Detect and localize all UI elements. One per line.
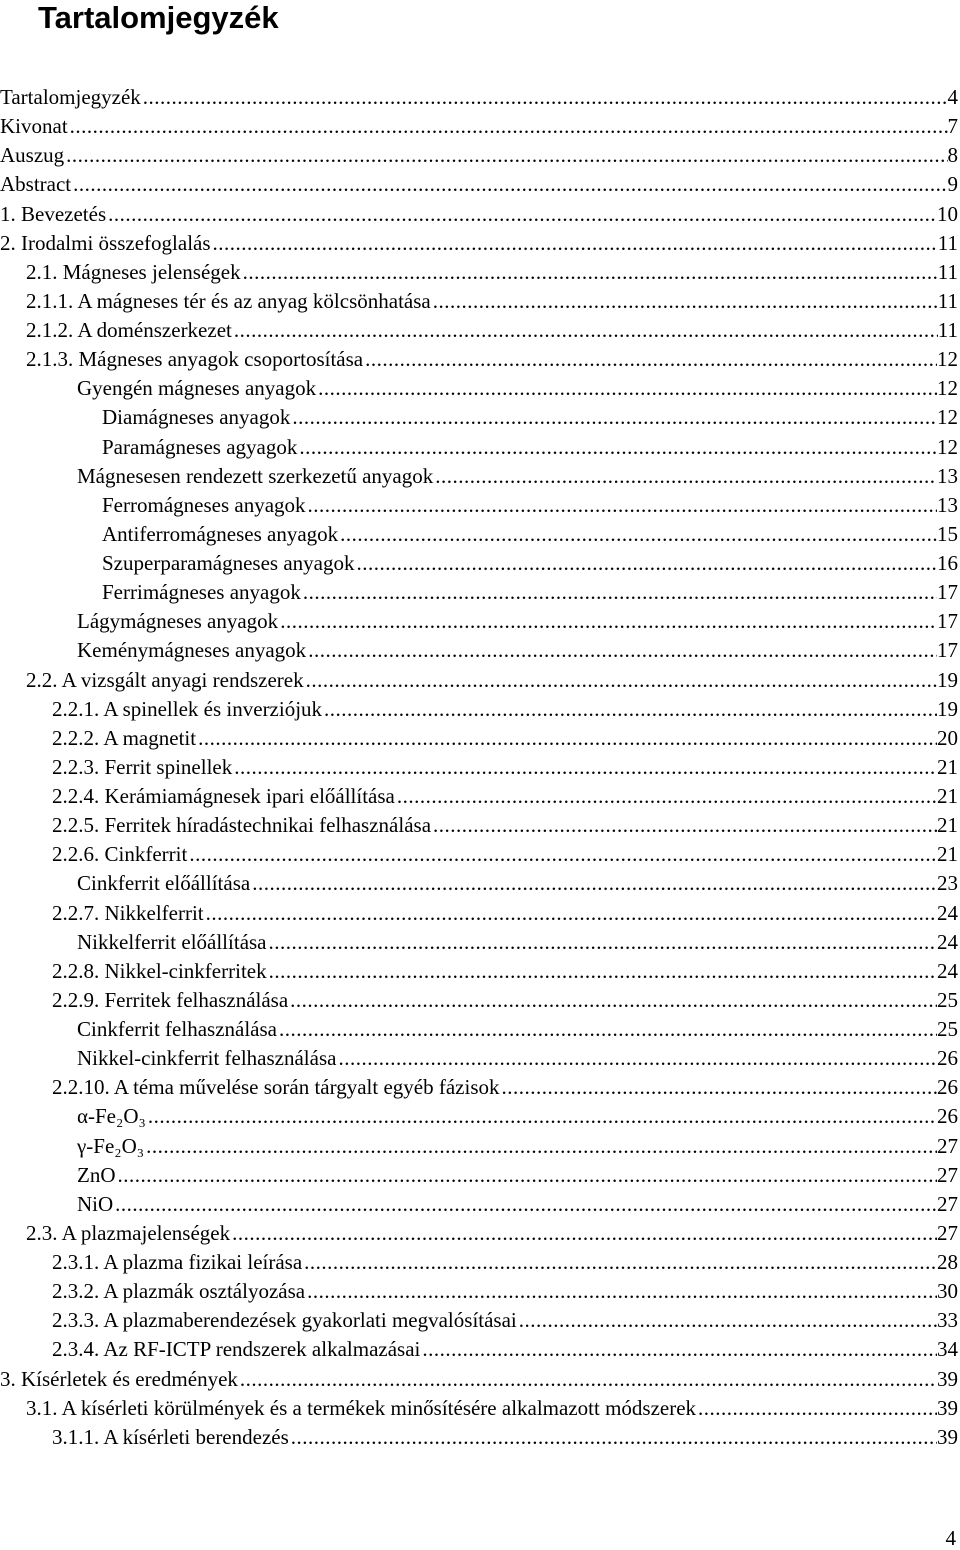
dot-leader xyxy=(306,638,937,663)
toc-entry-label: NiO xyxy=(77,1191,114,1216)
toc-entry-label: α-Fe₂O₃ xyxy=(77,1104,146,1129)
toc-entry[interactable] xyxy=(0,112,960,141)
toc-entry[interactable] xyxy=(0,1219,960,1248)
toc-entry[interactable] xyxy=(0,316,960,345)
toc-entry-label: ZnO xyxy=(77,1162,116,1187)
toc-entry-label: 2.2.5. Ferritek híradástechnikai felhasználása xyxy=(52,813,432,838)
toc-entry-page: 23 xyxy=(937,871,958,896)
toc-entry-page: 8 xyxy=(947,143,958,168)
toc-entry-page: 27 xyxy=(937,1133,958,1158)
toc-entry-page: 27 xyxy=(937,1191,958,1216)
toc-entry-page: 26 xyxy=(937,1046,958,1071)
toc-entry-page: 21 xyxy=(937,754,958,779)
dot-leader xyxy=(187,842,937,867)
toc-entry-label: Gyengén mágneses anyagok xyxy=(77,376,317,401)
dot-leader xyxy=(290,405,937,430)
toc-entry-page: 39 xyxy=(937,1395,958,1420)
dot-leader xyxy=(305,1279,937,1304)
dot-leader xyxy=(250,871,937,896)
toc-entry[interactable] xyxy=(0,1190,960,1219)
toc-entry[interactable] xyxy=(0,724,960,753)
toc-entry-label: Cinkferrit felhasználása xyxy=(77,1017,277,1042)
toc-entry-page: 24 xyxy=(937,900,958,925)
dot-leader xyxy=(230,1221,937,1246)
toc-entry-label: Diamágneses anyagok xyxy=(102,405,291,430)
toc-entry-label: 2.2.4. Kerámiamágnesek ipari előállítása xyxy=(52,784,395,809)
toc-entry-page: 12 xyxy=(937,347,958,372)
dot-leader xyxy=(433,464,937,489)
dot-leader xyxy=(322,697,937,722)
toc-entry[interactable] xyxy=(0,345,960,374)
dot-leader xyxy=(277,1017,937,1042)
toc-entry-page: 27 xyxy=(937,1162,958,1187)
toc-entry-page: 20 xyxy=(937,725,958,750)
table-of-contents xyxy=(0,83,960,1452)
toc-entry[interactable] xyxy=(0,258,960,287)
toc-entry-label: 2.3.3. A plazmaberendezések gyakorlati megvalósításai xyxy=(52,1308,517,1333)
toc-entry-label: 2.2.2. A magnetit xyxy=(52,725,197,750)
toc-entry-label: 2.1. Mágneses jelenségek xyxy=(26,259,241,284)
dot-leader xyxy=(211,231,938,256)
toc-entry[interactable] xyxy=(0,869,960,898)
dot-leader xyxy=(267,930,937,955)
dot-leader xyxy=(204,901,937,926)
toc-entry-label: 2.2.9. Ferritek felhasználása xyxy=(52,987,289,1012)
dot-leader xyxy=(68,114,948,139)
toc-entry-page: 34 xyxy=(937,1337,958,1362)
toc-entry[interactable] xyxy=(0,403,960,432)
toc-entry[interactable] xyxy=(0,1394,960,1423)
dot-leader xyxy=(196,726,937,751)
toc-entry[interactable] xyxy=(0,1073,960,1102)
dot-leader xyxy=(71,172,947,197)
toc-entry-page: 30 xyxy=(937,1279,958,1304)
toc-entry[interactable] xyxy=(0,141,960,170)
toc-entry-page: 16 xyxy=(937,551,958,576)
toc-entry-page: 19 xyxy=(937,696,958,721)
toc-entry-page: 21 xyxy=(937,784,958,809)
toc-entry-label: 2.1.2. A doménszerkezet xyxy=(26,318,232,343)
toc-entry-page: 13 xyxy=(937,463,958,488)
toc-entry[interactable] xyxy=(0,462,960,491)
dot-leader xyxy=(363,347,937,372)
dot-leader xyxy=(144,1134,937,1159)
toc-entry[interactable] xyxy=(0,491,960,520)
toc-entry-label: γ-Fe₂O₃ xyxy=(77,1133,145,1158)
toc-entry-label: 2.1.3. Mágneses anyagok csoportosítása xyxy=(26,347,364,372)
toc-entry-label: Lágymágneses anyagok xyxy=(77,609,279,634)
toc-entry-label: 2.2.8. Nikkel-cinkferritek xyxy=(52,958,267,983)
toc-entry-label: Szuperparamágneses anyagok xyxy=(102,551,355,576)
toc-entry[interactable] xyxy=(0,811,960,840)
dot-leader xyxy=(241,260,938,285)
dot-leader xyxy=(297,435,937,460)
toc-entry[interactable] xyxy=(0,578,960,607)
toc-entry[interactable] xyxy=(0,170,960,199)
toc-entry[interactable] xyxy=(0,753,960,782)
dot-leader xyxy=(336,1046,937,1071)
toc-entry-page: 15 xyxy=(937,521,958,546)
toc-entry-page: 33 xyxy=(937,1308,958,1333)
toc-entry-page: 12 xyxy=(937,405,958,430)
toc-entry[interactable] xyxy=(0,1248,960,1277)
toc-entry-page: 39 xyxy=(937,1424,958,1449)
toc-entry[interactable] xyxy=(0,928,960,957)
toc-entry-page: 11 xyxy=(937,318,958,343)
toc-entry-label: 2.2.6. Cinkferrit xyxy=(52,842,188,867)
dot-leader xyxy=(354,551,937,576)
toc-entry-page: 27 xyxy=(937,1220,958,1245)
toc-entry-page: 28 xyxy=(937,1250,958,1275)
toc-entry-page: 11 xyxy=(937,288,958,313)
toc-entry-page: 17 xyxy=(937,609,958,634)
toc-entry[interactable] xyxy=(0,229,960,258)
toc-entry[interactable] xyxy=(0,1102,960,1131)
dot-leader xyxy=(106,202,937,227)
dot-leader xyxy=(146,1104,937,1129)
toc-entry-label: Keménymágneses anyagok xyxy=(77,638,307,663)
dot-leader xyxy=(267,959,937,984)
dot-leader xyxy=(232,318,938,343)
toc-entry-label: 3. Kísérletek és eredmények xyxy=(0,1366,238,1391)
toc-entry[interactable] xyxy=(0,986,960,1015)
dot-leader xyxy=(278,609,937,634)
toc-entry-label: 2.2. A vizsgált anyagi rendszerek xyxy=(26,667,304,692)
toc-entry[interactable] xyxy=(0,1161,960,1190)
toc-entry-label: Abstract xyxy=(0,172,72,197)
dot-leader xyxy=(420,1337,937,1362)
toc-entry[interactable] xyxy=(0,520,960,549)
toc-entry-label: Mágnesesen rendezett szerkezetű anyagok xyxy=(77,463,434,488)
toc-entry-page: 26 xyxy=(937,1104,958,1129)
toc-entry-page: 9 xyxy=(947,172,958,197)
dot-leader xyxy=(64,143,947,168)
toc-entry-label: 2.3.2. A plazmák osztályozása xyxy=(52,1279,306,1304)
dot-leader xyxy=(238,1367,937,1392)
dot-leader xyxy=(302,1250,937,1275)
toc-entry-label: Nikkelferrit előállítása xyxy=(77,929,267,954)
toc-entry-label: Kivonat xyxy=(0,114,68,139)
toc-entry-page: 19 xyxy=(937,667,958,692)
toc-entry-label: 2.3.4. Az RF-ICTP rendszerek alkalmazásai xyxy=(52,1337,421,1362)
dot-leader xyxy=(338,522,937,547)
toc-entry-label: Paramágneses agyagok xyxy=(102,434,298,459)
toc-entry-label: 2.2.7. Nikkelferrit xyxy=(52,900,204,925)
toc-entry-page: 12 xyxy=(937,434,958,459)
dot-leader xyxy=(141,85,948,110)
toc-entry-page: 17 xyxy=(937,638,958,663)
toc-entry-page: 17 xyxy=(937,580,958,605)
toc-entry-page: 11 xyxy=(937,230,958,255)
toc-entry[interactable] xyxy=(0,83,960,112)
toc-entry-page: 21 xyxy=(937,842,958,867)
toc-entry-label: Tartalomjegyzék xyxy=(0,85,141,110)
toc-entry-label: 3.1. A kísérleti körülmények és a termékek minősítésére alkalmazott módszerek xyxy=(26,1395,697,1420)
dot-leader xyxy=(301,580,937,605)
toc-entry[interactable] xyxy=(0,1132,960,1161)
dot-leader xyxy=(395,784,937,809)
toc-entry[interactable] xyxy=(0,636,960,665)
toc-entry-label: Auszug xyxy=(0,143,65,168)
toc-entry-label: 2.2.10. A téma művelése során tárgyalt egyéb fázisok xyxy=(52,1075,500,1100)
toc-entry[interactable] xyxy=(0,607,960,636)
toc-entry-page: 26 xyxy=(937,1075,958,1100)
toc-entry-label: Antiferromágneses anyagok xyxy=(102,521,339,546)
toc-entry[interactable] xyxy=(0,374,960,403)
page-number: 4 xyxy=(945,1526,956,1550)
toc-entry-label: 2. Irodalmi összefoglalás xyxy=(0,230,211,255)
toc-entry-page: 24 xyxy=(937,958,958,983)
toc-entry-label: 1. Bevezetés xyxy=(0,201,107,226)
toc-entry-page: 39 xyxy=(937,1366,958,1391)
toc-entry[interactable] xyxy=(0,1277,960,1306)
page-title: Tartalomjegyzék xyxy=(38,0,279,35)
toc-entry[interactable] xyxy=(0,1335,960,1364)
toc-entry-page: 24 xyxy=(937,929,958,954)
toc-entry-label: Ferromágneses anyagok xyxy=(102,492,306,517)
dot-leader xyxy=(431,289,938,314)
toc-entry-label: 2.3.1. A plazma fizikai leírása xyxy=(52,1250,303,1275)
toc-entry[interactable] xyxy=(0,433,960,462)
toc-entry-label: Nikkel-cinkferrit felhasználása xyxy=(77,1046,337,1071)
toc-entry-page: 10 xyxy=(937,201,958,226)
toc-entry[interactable] xyxy=(0,840,960,869)
toc-entry[interactable] xyxy=(0,899,960,928)
dot-leader xyxy=(116,1163,938,1188)
dot-leader xyxy=(306,493,937,518)
toc-entry[interactable] xyxy=(0,666,960,695)
toc-entry[interactable] xyxy=(0,1044,960,1073)
toc-entry[interactable] xyxy=(0,1015,960,1044)
toc-entry[interactable] xyxy=(0,287,960,316)
toc-entry-label: 2.3. A plazmajelenségek xyxy=(26,1220,231,1245)
toc-entry-label: 2.1.1. A mágneses tér és az anyag kölcsönhatása xyxy=(26,288,431,313)
toc-entry-page: 13 xyxy=(937,492,958,517)
dot-leader xyxy=(304,668,937,693)
toc-entry[interactable] xyxy=(0,695,960,724)
toc-entry-label: Cinkferrit előállítása xyxy=(77,871,251,896)
toc-entry-page: 7 xyxy=(947,114,958,139)
dot-leader xyxy=(316,376,937,401)
toc-entry[interactable] xyxy=(0,549,960,578)
dot-leader xyxy=(113,1192,937,1217)
toc-entry[interactable] xyxy=(0,1423,960,1452)
toc-entry[interactable] xyxy=(0,1306,960,1335)
toc-entry[interactable] xyxy=(0,957,960,986)
toc-entry-page: 25 xyxy=(937,987,958,1012)
toc-entry-label: 3.1.1. A kísérleti berendezés xyxy=(52,1424,289,1449)
dot-leader xyxy=(289,1425,937,1450)
toc-entry-page: 11 xyxy=(937,259,958,284)
toc-entry-label: 2.2.1. A spinellek és inverziójuk xyxy=(52,696,323,721)
toc-entry[interactable] xyxy=(0,200,960,229)
toc-entry-page: 21 xyxy=(937,813,958,838)
toc-entry[interactable] xyxy=(0,1365,960,1394)
toc-entry-page: 25 xyxy=(937,1017,958,1042)
dot-leader xyxy=(288,988,937,1013)
dot-leader xyxy=(696,1396,937,1421)
dot-leader xyxy=(500,1075,938,1100)
toc-entry-label: 2.2.3. Ferrit spinellek xyxy=(52,754,233,779)
dot-leader xyxy=(517,1308,937,1333)
toc-entry-page: 12 xyxy=(937,376,958,401)
toc-entry-label: Ferrimágneses anyagok xyxy=(102,580,301,605)
dot-leader xyxy=(232,755,937,780)
toc-entry-page: 4 xyxy=(947,85,958,110)
toc-entry[interactable] xyxy=(0,782,960,811)
dot-leader xyxy=(431,813,937,838)
